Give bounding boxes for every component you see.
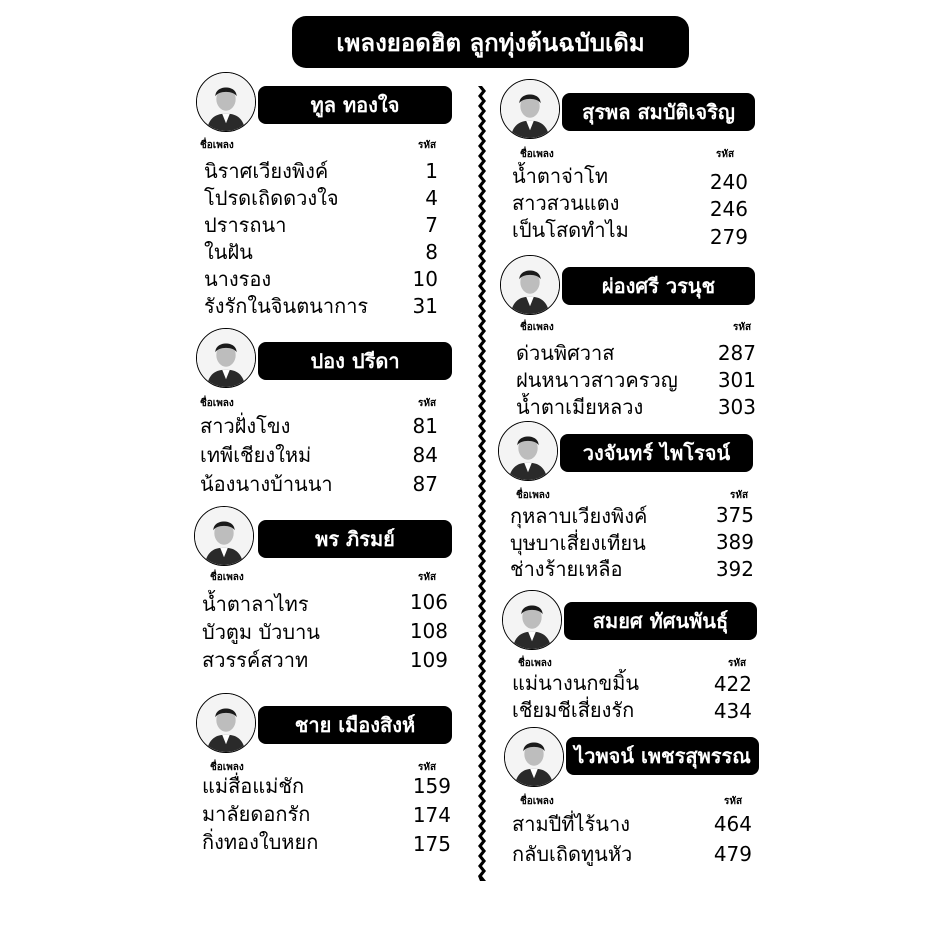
- artist-photo: [502, 590, 562, 650]
- song-title: มาลัยดอกรัก: [202, 802, 311, 826]
- song-code: 84: [412, 443, 438, 467]
- artist-name-bar: ผ่องศรี วรนุช: [562, 267, 755, 305]
- song-title: น้องนางบ้านนา: [200, 472, 333, 496]
- song-title: สาวฝั่งโขง: [200, 414, 291, 438]
- artist-name-bar: ปอง ปรีดา: [258, 342, 452, 380]
- song-code: 279: [709, 225, 748, 249]
- artist-photo: [500, 79, 560, 139]
- song-title: น้ำตาจ่าโท: [512, 164, 608, 188]
- code-column-header: รหัส: [418, 398, 437, 409]
- song-code: 287: [717, 341, 756, 365]
- song-code: 174: [412, 803, 451, 827]
- song-title: กิ่งทองใบหยก: [202, 830, 319, 854]
- song-code: 159: [412, 774, 451, 798]
- song-code: 392: [715, 557, 754, 581]
- song-column-header: ชื่อเพลง: [518, 658, 552, 669]
- song-column-header: ชื่อเพลง: [520, 796, 554, 807]
- code-column-header: รหัส: [418, 140, 437, 151]
- song-code: 434: [713, 699, 752, 723]
- song-code: 31: [412, 294, 438, 318]
- song-code: 10: [412, 267, 438, 291]
- song-title: น้ำตาเมียหลวง: [516, 395, 644, 419]
- song-title: แม่นางนกขมิ้น: [512, 671, 640, 695]
- song-code: 479: [713, 842, 752, 866]
- artist-photo: [500, 255, 560, 315]
- song-code: 4: [425, 186, 438, 210]
- song-title: สวรรค์สวาท: [202, 648, 309, 672]
- song-code: 87: [412, 472, 438, 496]
- artist-name-bar: พร ภิรมย์: [258, 520, 452, 558]
- song-column-header: ชื่อเพลง: [200, 398, 234, 409]
- song-code: 175: [412, 832, 451, 856]
- code-column-header: รหัส: [733, 322, 752, 333]
- song-code: 81: [412, 414, 438, 438]
- song-title: นางรอง: [204, 267, 272, 291]
- artist-photo: [196, 328, 256, 388]
- artist-photo: [498, 421, 558, 481]
- song-code: 303: [717, 395, 756, 419]
- song-code: 106: [409, 590, 448, 614]
- song-title: สาวสวนแตง: [512, 191, 620, 215]
- song-column-header: ชื่อเพลง: [210, 762, 244, 773]
- song-column-header: ชื่อเพลง: [200, 140, 234, 151]
- song-column-header: ชื่อเพลง: [210, 572, 244, 583]
- song-title: บัวตูม บัวบาน: [202, 620, 320, 644]
- song-code: 108: [409, 619, 448, 643]
- song-title: ในฝัน: [204, 240, 253, 264]
- song-code: 389: [715, 530, 754, 554]
- code-column-header: รหัส: [418, 762, 437, 773]
- song-title: เทพีเชียงใหม่: [200, 443, 312, 467]
- song-title: กลับเถิดทูนหัว: [512, 842, 633, 866]
- artist-name-bar: ไวพจน์ เพชรสุพรรณ: [566, 737, 759, 775]
- song-column-header: ชื่อเพลง: [516, 490, 550, 501]
- song-code: 1: [425, 159, 438, 183]
- code-column-header: รหัส: [716, 149, 735, 160]
- song-column-header: ชื่อเพลง: [520, 322, 554, 333]
- song-code: 240: [709, 170, 748, 194]
- song-title: ปรารถนา: [204, 213, 287, 237]
- code-column-header: รหัส: [418, 572, 437, 583]
- artist-name-bar: สมยศ ทัศนพันธุ์: [564, 602, 757, 640]
- page-title: เพลงยอดฮิต ลูกทุ่งต้นฉบับเดิม: [292, 16, 689, 68]
- song-title: กุหลาบเวียงพิงค์: [510, 504, 648, 528]
- song-title: ช่างร้ายเหลือ: [510, 557, 623, 581]
- artist-photo: [194, 506, 254, 566]
- artist-photo: [196, 693, 256, 753]
- song-code: 246: [709, 197, 748, 221]
- song-column-header: ชื่อเพลง: [520, 149, 554, 160]
- song-title: บุษบาเสี่ยงเทียน: [510, 531, 646, 555]
- song-title: นิราศเวียงพิงค์: [204, 159, 329, 183]
- song-code: 109: [409, 648, 448, 672]
- artist-name-bar: สุรพล สมบัติเจริญ: [562, 93, 755, 131]
- song-code: 375: [715, 503, 754, 527]
- artist-name-bar: ทูล ทองใจ: [258, 86, 452, 124]
- code-column-header: รหัส: [724, 796, 743, 807]
- artist-photo: [196, 72, 256, 132]
- song-title: แม่สื่อแม่ชัก: [202, 774, 305, 798]
- artist-photo: [504, 727, 564, 787]
- song-title: โปรดเถิดดวงใจ: [204, 186, 339, 210]
- song-code: 7: [425, 213, 438, 237]
- song-title: ฝนหนาวสาวครวญ: [516, 368, 678, 392]
- song-title: สามปีที่ไร้นาง: [512, 812, 630, 836]
- song-code: 464: [713, 812, 752, 836]
- song-code: 422: [713, 672, 752, 696]
- song-code: 8: [425, 240, 438, 264]
- song-code: 301: [717, 368, 756, 392]
- artist-name-bar: วงจันทร์ ไพโรจน์: [560, 434, 753, 472]
- song-title: น้ำตาลาไทร: [202, 592, 309, 616]
- song-title: รังรักในจินตนาการ: [204, 294, 369, 318]
- song-title: เป็นโสดทำไม: [512, 218, 629, 242]
- code-column-header: รหัส: [728, 658, 747, 669]
- code-column-header: รหัส: [730, 490, 749, 501]
- song-title: เชียมชีเสี่ยงรัก: [512, 698, 635, 722]
- song-title: ด่วนพิศวาส: [516, 341, 615, 365]
- artist-name-bar: ชาย เมืองสิงห์: [258, 706, 452, 744]
- zigzag-divider: [478, 86, 486, 881]
